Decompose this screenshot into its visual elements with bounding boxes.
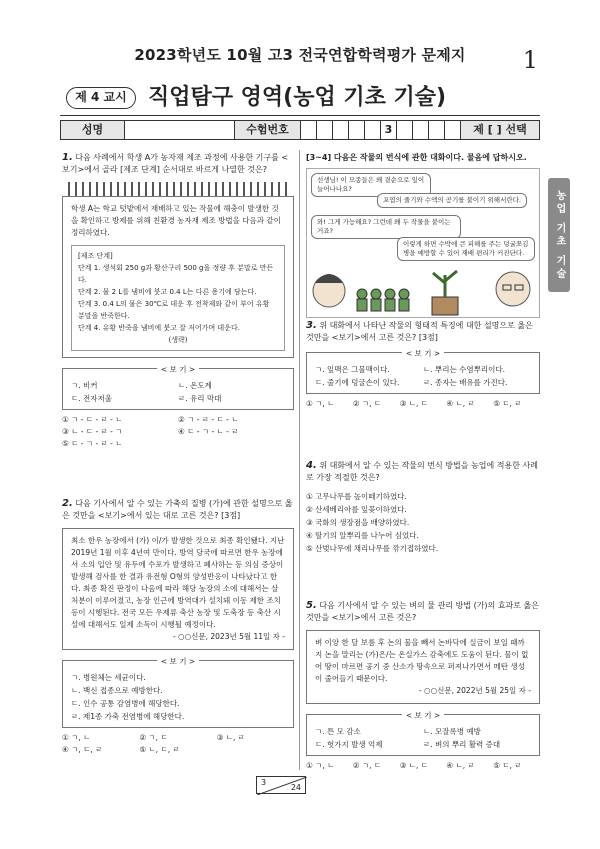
dialogue-illustration — [306, 168, 540, 318]
questions-3-4-intro — [306, 152, 540, 318]
bogi-item: ㄹ. 제1종 가축 전염병에 해당한다. — [71, 712, 185, 721]
footer-total: 24 — [290, 783, 301, 792]
step-item: 단계 2. 물 2 L를 냄비에 붓고 0.4 L는 다른 용기에 담는다. — [78, 288, 257, 296]
question-number: 1. — [62, 152, 73, 163]
bogi-item: ㄱ. 잎맥은 그물맥이다. — [315, 365, 390, 374]
speech-bubble: 이렇게 하면 수박에 큰 피해를 주는 덩굴쪼김병을 예방할 수 있어 재배 편리가 커진단다. — [397, 237, 535, 261]
question-3 — [306, 320, 540, 410]
bogi-item: ㄴ. 온도계 — [178, 381, 212, 390]
set-intro: [3~4] 다음은 작물의 번식에 관한 대화이다. 물음에 답하시오. — [306, 153, 527, 162]
exam-no-box[interactable] — [445, 121, 461, 139]
speech-bubble: 와! 그게 가능해요? 그런데 왜 두 작물을 붙이는 거죠? — [311, 215, 461, 239]
question-number: 2. — [62, 498, 73, 509]
bogi-caption: < 보 기 > — [157, 365, 199, 374]
answer-option[interactable]: ③ ㄴ - ㄷ - ㄹ - ㄱ — [62, 427, 123, 436]
answer-option[interactable]: ③ ㄴ, ㄷ — [399, 399, 428, 408]
session-badge: 제 4 교시 — [66, 87, 136, 109]
students-and-seedlings-icon — [307, 261, 541, 321]
answer-option[interactable]: ③ 국화의 생장점을 배양하였다. — [306, 518, 410, 527]
exam-no-digit: 3 — [381, 121, 397, 139]
bogi-item: ㄴ. 뿌리는 수염뿌리이다. — [423, 365, 505, 374]
answer-option[interactable]: ① ㄱ, ㄴ — [306, 761, 335, 770]
answer-option[interactable]: ⑤ ㄷ, ㄹ — [493, 761, 522, 770]
answer-option[interactable]: ② 산세베리아를 잎꽂이하였다. — [306, 505, 407, 514]
question-text: 다음 기사에서 알 수 있는 가축의 질병 (가)에 관한 설명으로 옳은 것만을 <보기>에서 있는 대로 고른 것은? [3점] — [62, 499, 293, 520]
step-item: 단계 3. 0.4 L의 물은 30℃로 데운 후 전착제와 같이 부어 유황 분말을 반죽한다. — [78, 300, 270, 320]
question-number: 5. — [306, 600, 317, 611]
exam-no-box[interactable] — [301, 121, 317, 139]
bogi-box — [306, 349, 540, 394]
exam-no-box[interactable] — [365, 121, 381, 139]
question-text: 위 대화에서 나타난 작물의 형태적 특징에 대한 설명으로 옳은 것만을 <보기>에서 고른 것은? [3점] — [306, 321, 533, 342]
answer-options — [62, 414, 294, 450]
question-3-prompt — [306, 320, 540, 344]
answer-option[interactable]: ⑤ ㄷ - ㄱ - ㄹ - ㄴ — [62, 439, 123, 448]
answer-options — [306, 490, 540, 555]
bogi-item: ㄱ. 튼 모 감소 — [315, 727, 361, 736]
question-2-prompt — [62, 498, 294, 522]
answer-options — [306, 398, 540, 410]
question-text: 위 대화에서 알 수 있는 작물의 번식 방법을 농업에 적용한 사례로 가장 적절한 것은? — [306, 461, 538, 482]
subject-sub: (농업 기초 기술) — [283, 85, 447, 110]
bogi-box — [306, 711, 540, 756]
name-field[interactable] — [125, 121, 235, 139]
omitted-note: (생략) — [168, 336, 188, 344]
bogi-item: ㄱ. 비커 — [71, 381, 98, 390]
exam-title: 2023학년도 10월 고3 전국연합학력평가 문제지 — [134, 46, 466, 64]
bogi-item: ㄱ. 병원체는 세균이다. — [71, 673, 146, 682]
answer-option[interactable]: ② ㄱ - ㄹ - ㄷ - ㄴ — [178, 415, 239, 424]
subject-main: 직업탐구 영역 — [148, 85, 284, 110]
exam-no-box[interactable] — [413, 121, 429, 139]
bogi-item: ㄷ. 인수 공통 감염병에 해당한다. — [71, 699, 180, 708]
answer-option[interactable]: ④ ㄴ, ㄹ — [446, 399, 475, 408]
answer-option[interactable]: ④ ㄷ - ㄱ - ㄴ - ㄹ — [178, 427, 239, 436]
article-source: - ○○신문, 2022년 5월 25일 자 - — [418, 686, 531, 695]
notebook-box — [62, 196, 294, 358]
manufacturing-steps — [71, 245, 285, 351]
question-1 — [62, 152, 294, 450]
answer-option[interactable]: ② ㄱ, ㄷ — [352, 399, 382, 408]
answer-option[interactable]: ① ㄱ, ㄴ — [306, 399, 335, 408]
steps-title: [제조 단계] — [78, 252, 113, 260]
page-footer — [256, 776, 306, 794]
exam-no-label: 수험번호 — [235, 121, 301, 139]
exam-no-box[interactable] — [429, 121, 445, 139]
bogi-item: ㄴ. 모잘록병 예방 — [423, 727, 481, 736]
question-5-prompt — [306, 600, 540, 624]
question-number: 4. — [306, 460, 317, 471]
answer-option[interactable]: ① ㄱ, ㄴ — [62, 733, 91, 742]
exam-no-box[interactable] — [333, 121, 349, 139]
exam-no-box[interactable] — [349, 121, 365, 139]
name-label: 성명 — [61, 121, 125, 139]
answer-option[interactable]: ④ 딸기의 알뿌리를 나누어 심었다. — [306, 531, 419, 540]
answer-option[interactable]: ① ㄱ - ㄷ - ㄹ - ㄴ — [62, 415, 123, 424]
answer-options — [62, 732, 294, 756]
answer-option[interactable]: ② ㄱ, ㄷ — [139, 733, 168, 742]
bogi-item: ㄷ. 헛가지 발생 억제 — [315, 740, 383, 749]
article-source: - ○○신문, 2023년 5월 11일 자 - — [172, 632, 285, 641]
bogi-caption: < 보 기 > — [402, 349, 444, 358]
bogi-box — [62, 365, 294, 410]
question-4 — [306, 460, 540, 555]
bogi-item: ㄷ. 전자저울 — [71, 394, 112, 403]
title-underline — [60, 115, 540, 116]
answer-options — [306, 760, 540, 772]
step-item: 단계 4. 유황 반죽을 냄비에 붓고 잘 저어가며 데운다. — [78, 324, 240, 332]
bogi-item: ㄷ. 줄기에 덩굴손이 있다. — [315, 378, 400, 387]
answer-option[interactable]: ④ ㄱ, ㄷ, ㄹ — [62, 745, 103, 754]
answer-option[interactable]: ⑤ ㄴ, ㄷ, ㄹ — [139, 745, 180, 754]
news-article — [62, 528, 294, 650]
bogi-box — [62, 657, 294, 728]
subject-side-tab: 농업 기초 기술 — [548, 178, 570, 292]
question-1-prompt — [62, 152, 294, 176]
speech-bubble: 선생님! 이 모종들은 왜 곁순으로 잎이 늘어나나요? — [311, 173, 431, 197]
choice-label: 제 [ ] 선택 — [461, 121, 539, 139]
exam-no-box[interactable] — [397, 121, 413, 139]
step-item: 단계 1. 생석회 250 g과 황산구리 500 g을 정량 후 분말로 만든다. — [78, 264, 274, 284]
bogi-item: ㄹ. 벼의 뿌리 활력 증대 — [423, 740, 501, 749]
question-2 — [62, 498, 294, 756]
question-text: 다음 기사에서 알 수 있는 벼의 물 관리 방법 (가)의 효과로 옳은 것만을 <보기>에서 고른 것은? — [306, 601, 539, 622]
candidate-info-row — [60, 120, 540, 140]
speech-bubble: 포엽의 줄기와 수액의 공기를 불이기 위해서란다. — [377, 193, 527, 208]
answer-option[interactable]: ④ ㄴ, ㄹ — [446, 761, 475, 770]
answer-option[interactable]: ① 고무나무를 높이떼기하였다. — [306, 492, 407, 501]
answer-option[interactable]: ③ ㄴ, ㄹ — [216, 733, 246, 742]
article-text: 벼 이앙 한 달 보름 후 논의 물을 빼서 논바닥에 실금이 보일 때까지 논을 말리는 (가)은/는 온실가스 감축에도 도움이 된다. 물이 없어 땅이 마르면 공기 중 산소가 땅속으로 퍼져나가면서 메탄 생성이 줄어들기 때문이다. — [315, 638, 529, 683]
bogi-caption: < 보 기 > — [157, 657, 199, 666]
notebook-spiral — [68, 182, 288, 196]
bogi-caption: < 보 기 > — [402, 711, 444, 720]
subject-title — [148, 80, 446, 111]
answer-option[interactable]: ⑤ ㄷ, ㄹ — [493, 399, 522, 408]
answer-option[interactable]: ⑤ 산벚나무에 채리나무를 깎기접하였다. — [306, 544, 439, 553]
question-number: 3. — [306, 320, 317, 331]
question-5 — [306, 600, 540, 772]
bogi-item: ㄹ. 종자는 배유를 가진다. — [423, 378, 508, 387]
bogi-item: ㄴ. 백신 접종으로 예방한다. — [71, 686, 163, 695]
case-intro: 학생 A는 학교 텃밭에서 재배하고 있는 작물에 해충이 발생한 것을 확인하고 방제를 위해 친환경 농자재 제조 방법을 다음과 같이 정리하였다. — [71, 204, 281, 237]
exam-no-box[interactable] — [317, 121, 333, 139]
answer-option[interactable]: ③ ㄴ, ㄷ — [399, 761, 428, 770]
page-number: 1 — [522, 46, 538, 74]
question-4-prompt — [306, 460, 540, 484]
footer-page: 3 — [261, 778, 267, 787]
column-divider — [299, 150, 300, 770]
answer-option[interactable]: ② ㄱ, ㄷ — [352, 761, 382, 770]
news-article — [306, 630, 540, 704]
bogi-item: ㄹ. 유리 막대 — [178, 394, 222, 403]
question-text: 다음 사례에서 학생 A가 농자재 제조 과정에 사용한 기구를 <보기>에서 골라 [제조 단계] 순서대로 바르게 나열한 것은? — [62, 153, 289, 174]
article-text: 최소 한우 농장에서 (가) 이/가 발생한 것으로 최종 확인됐다. 지난 2019년 1월 이후 4년여 만이다. 방역 당국에 따르면 한우 농장에서 소의 입안 및 유두에 수포가 발생하고 폐사하는 등 의심 증상이 발생해 검사를 한 결과 유전형 O형의 양성반응이 나타났다고 한다. 최종 확진 판정이 나옴에 따라 해당 농장의 소에 대해서는 살처분이 이루어졌고, 농장 인근에 방역대가 설치돼 이동 제한 조치 등이 시행된다. 전국 모든 우제류 축산 농장 및 도축장 등 축산 시설에 대해서도 일제 소독이 시행될 예정이다. — [71, 536, 285, 629]
